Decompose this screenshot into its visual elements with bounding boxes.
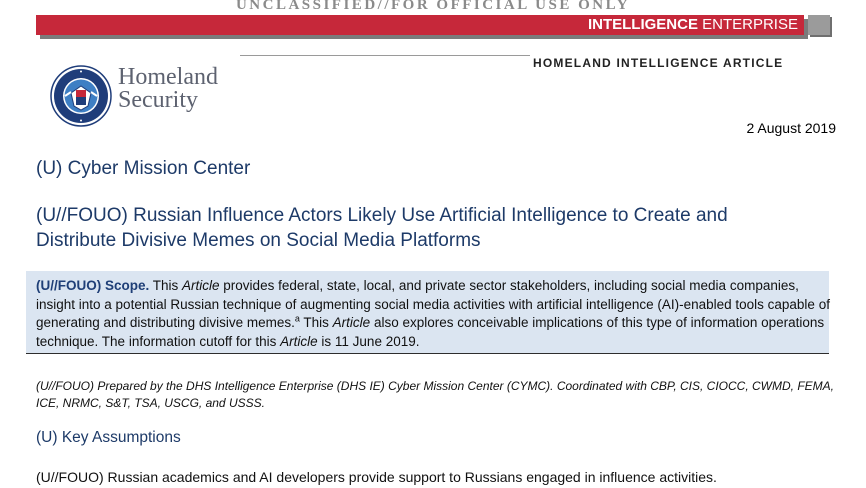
enterprise-rest-text: ENTERPRISE [697, 16, 798, 33]
title-line-2: Distribute Divisive Memes on Social Media Platforms [36, 230, 481, 251]
header-grey-block [808, 15, 830, 35]
key-assumptions-heading: (U) Key Assumptions [36, 429, 181, 446]
scope-article-word-3: Article [280, 333, 318, 349]
scope-text-1: This [149, 278, 183, 293]
article-title [36, 203, 826, 253]
mission-center-heading: (U) Cyber Mission Center [36, 158, 251, 179]
enterprise-strong-text: INTELLIGENCE [587, 16, 698, 33]
scope-text-4: also explores conceivable implications of this type of information operations technique. The information cutoff for this [36, 315, 825, 349]
document-date: 2 August 2019 [746, 120, 836, 136]
key-assumption-1: (U//FOUO) Russian academics and AI developers provide support to Russians engaged in influence activities. [36, 469, 717, 485]
scope-text-3: This [299, 315, 333, 330]
scope-text-5: is 11 June 2019. [317, 333, 420, 349]
scope-paragraph [36, 277, 836, 351]
scope-text-2: provides federal, state, local, and private sector stakeholders, including social media companies, insight into a potential Russian technique of augmenting social media activities with artificial intelligence (AI)-enabled tools capable of generating and distributing divisive memes. [36, 278, 830, 330]
header-rule [240, 55, 530, 56]
title-line-1: (U//FOUO) Russian Influence Actors Likely Use Artificial Intelligence to Create and [36, 205, 728, 226]
footnote-marker[interactable]: a [294, 313, 300, 324]
intelligence-enterprise-label [520, 15, 798, 35]
scope-article-word-1: Article [182, 278, 220, 293]
wordmark-line2: Security [118, 87, 198, 113]
classification-banner: UNCLASSIFIED//FOR OFFICIAL USE ONLY [235, 0, 631, 13]
wordmark-line1: Homeland [118, 64, 218, 90]
scope-article-word-2: Article [332, 315, 371, 330]
scope-heading: (U//FOUO) Scope. [36, 278, 150, 293]
article-type-label: HOMELAND INTELLIGENCE ARTICLE [533, 56, 784, 70]
prepared-by-note: (U//FOUO) Prepared by the DHS Intelligence Enterprise (DHS IE) Cyber Mission Center (CYMC). Coordinated with CBP, CIS, CIOCC, CWMD, FEMA, ICE, NRMC, S&T, TSA, USCG, and USSS. [36, 379, 834, 410]
dhs-seal-icon [50, 65, 112, 127]
dhs-wordmark [118, 66, 218, 112]
